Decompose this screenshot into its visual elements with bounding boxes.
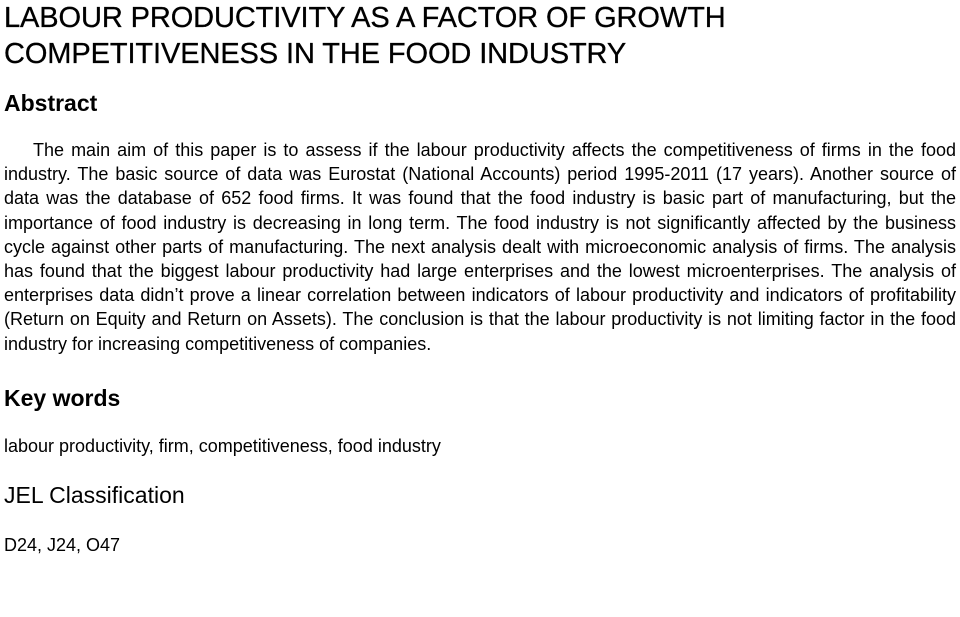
jel-classification-codes: D24, J24, O47 bbox=[4, 534, 121, 555]
keywords-text: labour productivity, firm, competitiveness, food industry bbox=[4, 435, 441, 456]
jel-classification-heading: JEL Classification bbox=[4, 481, 185, 508]
abstract-heading: Abstract bbox=[4, 90, 98, 116]
paper-title: LABOUR PRODUCTIVITY AS A FACTOR OF GROWTH COMPETITIVENESS IN THE FOOD INDUSTRY bbox=[4, 2, 726, 70]
keywords-heading: Key words bbox=[4, 384, 121, 411]
abstract-text: The main aim of this paper is to assess if the labour productivity affects the competitiveness of firms in the food industry. The basic source of data was Eurostat (National Accounts) period 1995-2011 (17 years). Another source of data was the database of 652 food firms. It was found that the food industry is basic part of manufacturing, but the importance of food industry is decreasing in long term. The food industry is not significantly affected by the business cycle against other parts of manufacturing. The next analysis dealt with microeconomic analysis of firms. The analysis has found that the biggest labour productivity had large enterprises and the lowest microenterprises. The analysis of enterprises data didn’t prove a linear correlation between indicators of labour productivity and indicators of profitability (Return on Equity and Return on Assets). The conclusion is that the labour productivity is not limiting factor in the food industry for increasing competitiveness of companies. bbox=[4, 140, 956, 354]
